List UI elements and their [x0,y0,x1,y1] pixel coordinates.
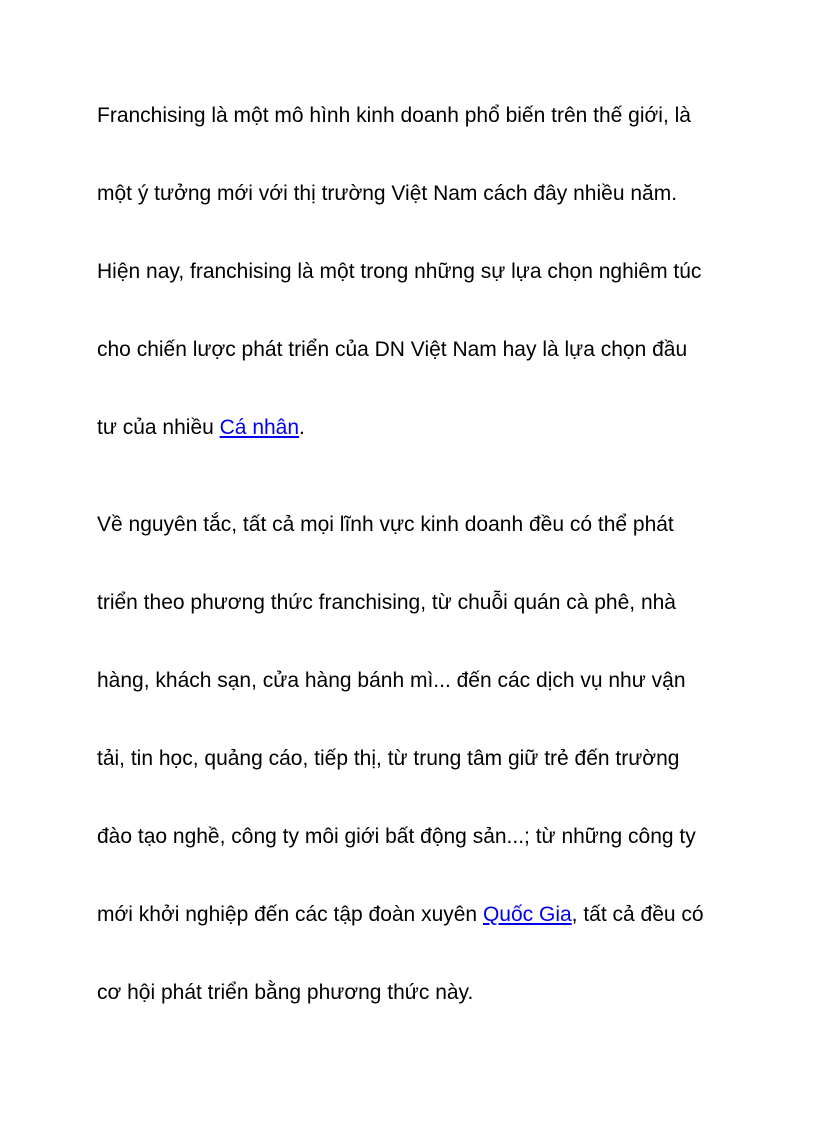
text-line: đào tạo nghề, công ty môi giới bất động sản...; từ những công ty [97,825,696,848]
text-line: tải, tin học, quảng cáo, tiếp thị, từ trung tâm giữ trẻ đến trường [97,747,680,770]
text-segment: , tất cả đều có [571,903,704,926]
text-line: Hiện nay, franchising là một trong những sự lựa chọn nghiêm túc [97,260,702,283]
text-line: Về nguyên tắc, tất cả mọi lĩnh vực kinh doanh đều có thể phát [97,513,674,536]
text-line [97,415,305,441]
text-segment: mới khởi nghiệp đến các tập đoàn xuyên [97,903,483,926]
link-quoc-gia[interactable]: Quốc Gia [482,903,572,926]
text-line: cho chiến lược phát triển của DN Việt Nam hay là lựa chọn đầu [97,338,688,361]
text-line: triển theo phương thức franchising, từ chuỗi quán cà phê, nhà [97,591,676,614]
text-line: cơ hội phát triển bằng phương thức này. [97,981,474,1004]
link-ca-nhan[interactable]: Cá nhân [219,416,300,439]
text-line: Franchising là một mô hình kinh doanh phổ biến trên thế giới, là [97,104,691,127]
text-segment: tư của nhiều [97,416,220,439]
text-segment: . [299,416,305,439]
text-line [97,902,704,928]
text-line: một ý tưởng mới với thị trường Việt Nam cách đây nhiều năm. [97,182,678,205]
text-line: hàng, khách sạn, cửa hàng bánh mì... đến các dịch vụ như vận [97,669,686,692]
